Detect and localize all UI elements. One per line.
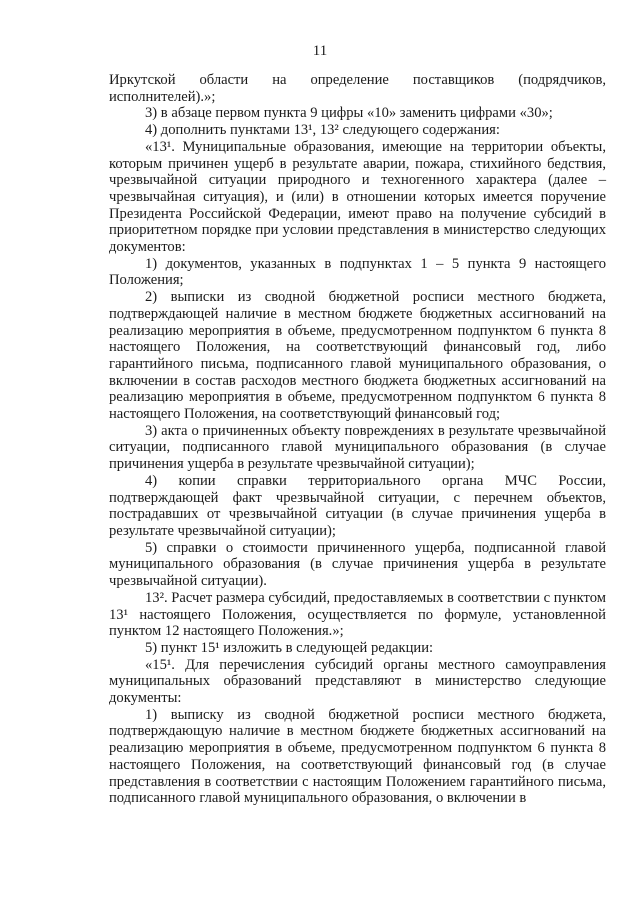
- paragraph-11: 5) пункт 15¹ изложить в следующей редакции:: [145, 639, 434, 656]
- paragraph-4: «13¹. Муниципальные образования, имеющие на территории объекты, которым причинен ущерб в результате аварии, пожара, стихийного бедствия, чрезвычайной ситуации природного и техногенного характера (далее – чрезвычайная ситуация), и (или) в отношении которых имеется поручение Президента Российской Федерации, имеют право на получение субсидий в приоритетном порядке при условии представления в министерство следующих документов:: [109, 138, 606, 256]
- paragraph-12: «15¹. Для перечисления субсидий органы местного самоуправления муниципальных образований представляют в министерство следующие документы:: [109, 656, 606, 707]
- paragraph-10: 13². Расчет размера субсидий, предоставляемых в соответствии с пунктом 13¹ настоящего Положения, осуществляется по формуле, установленной пунктом 12 настоящего Положения.»;: [109, 589, 606, 640]
- paragraph-8: 4) копии справки территориального органа МЧС России, подтверждающей факт чрезвычайной ситуации, с перечнем объектов, пострадавших от чрезвычайной ситуации (в случае причинения ущерба в результате чрезвычайной ситуации);: [109, 472, 606, 539]
- paragraph-7: 3) акта о причиненных объекту повреждениях в результате чрезвычайной ситуации, подписанного главой муниципального образования (в случае причинения ущерба в результате чрезвычайной ситуации);: [109, 422, 606, 473]
- document-body: [109, 72, 606, 807]
- paragraph-5: 1) документов, указанных в подпунктах 1 – 5 пункта 9 настоящего Положения;: [109, 255, 606, 289]
- page-number: 11: [312, 43, 328, 59]
- paragraph-6: 2) выписки из сводной бюджетной росписи местного бюджета, подтверждающей наличие в местном бюджете бюджетных ассигнований на реализацию мероприятия в объеме, предусмотренном подпунктом 6 пункта 8 настоящего Положения, на соответствующий финансовый год, либо гарантийного письма, подписанного главой муниципального образования, о включении в состав расходов местного бюджета бюджетных ассигнований на реализацию мероприятия в объеме, предусмотренном подпунктом 6 пункта 8 настоящего Положения, на соответствующий финансовый год;: [109, 289, 606, 423]
- paragraph-13: 1) выписку из сводной бюджетной росписи местного бюджета, подтверждающую наличие в местном бюджете бюджетных ассигнований на реализацию мероприятия в объеме, предусмотренном подпунктом 6 пункта 8 настоящего Положения, на соответствующий финансовый год (в случае представления в соответствии с настоящим Положением гарантийного письма, подписанного главой муниципального образования, о включении в: [109, 706, 606, 807]
- paragraph-2: 3) в абзаце первом пункта 9 цифры «10» заменить цифрами «30»;: [145, 105, 553, 122]
- paragraph-3: 4) дополнить пунктами 13¹, 13² следующего содержания:: [145, 122, 500, 139]
- paragraph-9: 5) справки о стоимости причиненного ущерба, подписанной главой муниципального образования (в случае причинения ущерба в результате чрезвычайной ситуации).: [109, 539, 606, 590]
- paragraph-1: Иркутской области на определение поставщиков (подрядчиков, исполнителей).»;: [109, 72, 606, 105]
